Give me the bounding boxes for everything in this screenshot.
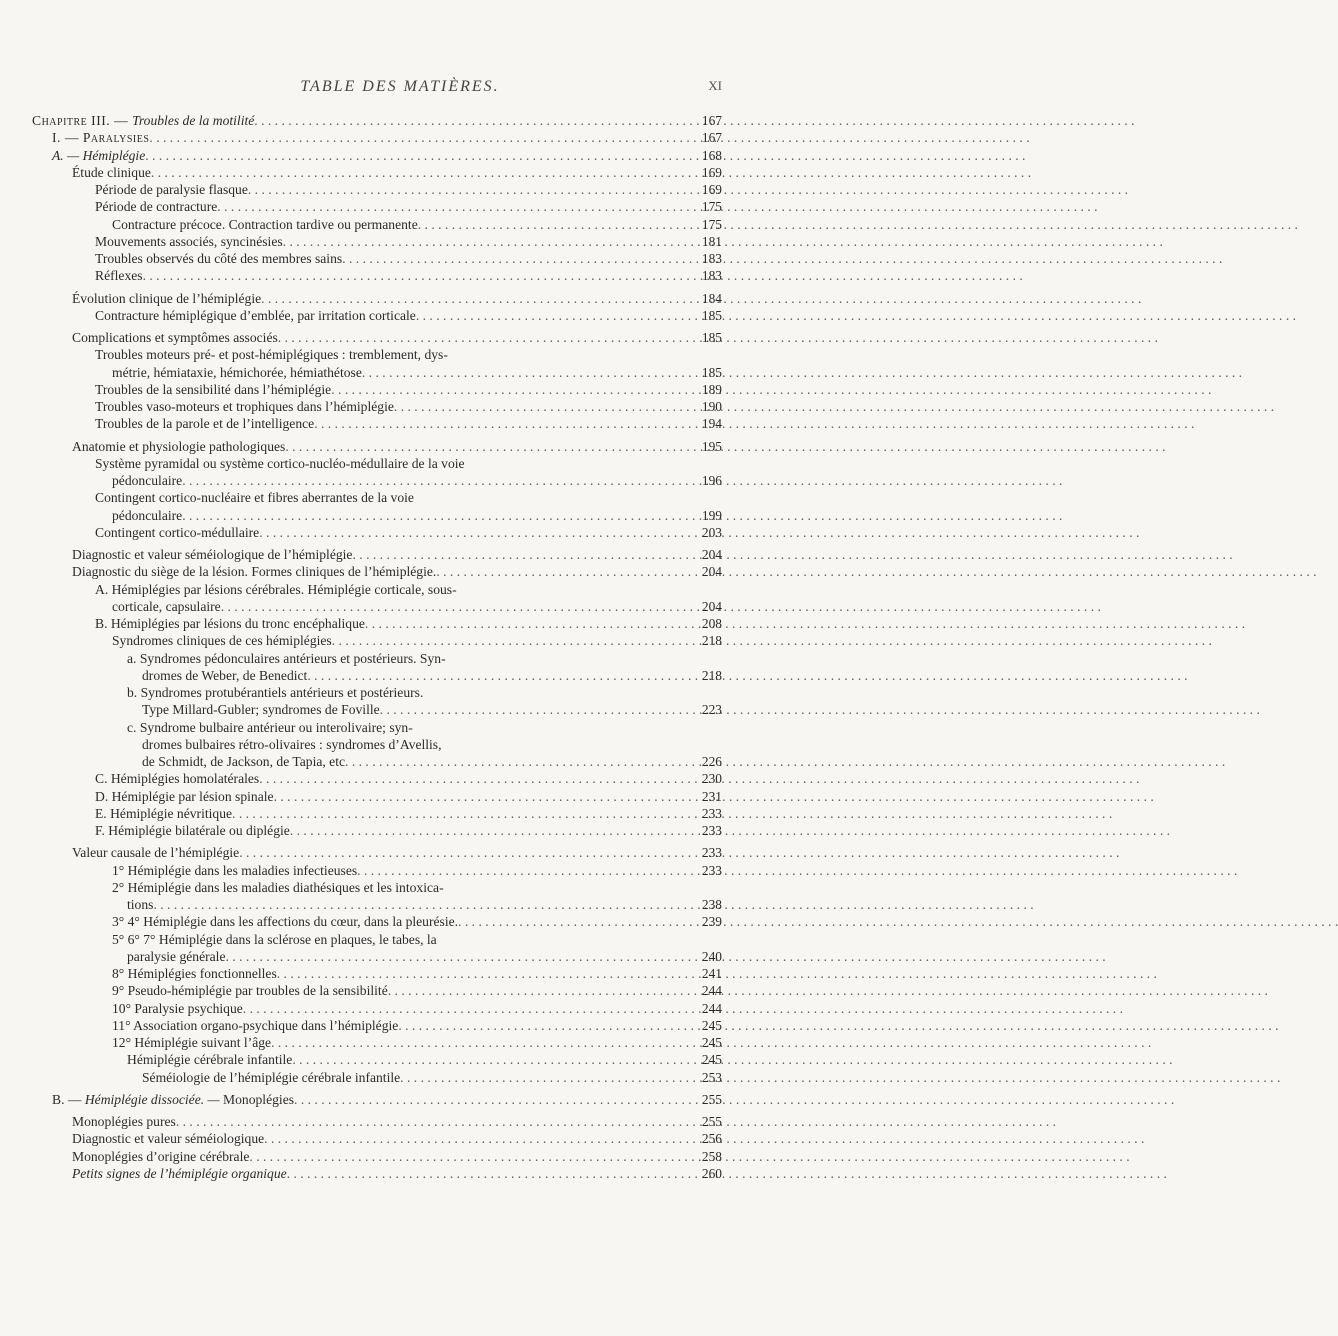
toc-entry xyxy=(32,381,722,398)
toc-entry xyxy=(32,524,722,541)
toc-page-number: 183 xyxy=(701,268,722,284)
toc-entry-label: Petits signes de l’hémiplégie organique xyxy=(72,1165,287,1181)
dot-leader xyxy=(362,364,680,381)
toc-entry xyxy=(32,862,722,879)
toc-page-number: 167 xyxy=(701,113,722,128)
toc-entry xyxy=(32,770,722,787)
toc-entry-label: Complications et symptômes associés xyxy=(72,330,278,345)
toc-entry xyxy=(32,346,722,363)
toc-entry-label: D. Hémiplégie par lésion spinale xyxy=(95,788,274,804)
toc-entry xyxy=(32,164,722,181)
dot-leader xyxy=(283,233,680,250)
toc-entry xyxy=(32,948,722,965)
toc-entry xyxy=(32,455,722,472)
dot-leader xyxy=(342,250,680,267)
toc-page-number: 169 xyxy=(701,164,722,180)
toc-entry xyxy=(32,415,722,432)
toc-entry-label: 3° 4° Hémiplégie dans les affections du cœur, dans la pleurésie. xyxy=(112,914,459,930)
toc-entry xyxy=(32,667,722,684)
dot-leader xyxy=(259,770,680,787)
toc-page-number: 184 xyxy=(701,290,722,306)
toc-entry-label: Diagnostic et valeur séméiologique de l’hémiplégie xyxy=(72,547,353,562)
toc-page-number: 231 xyxy=(701,788,722,804)
toc-entry xyxy=(32,844,722,861)
dot-leader xyxy=(182,507,680,524)
dot-leader xyxy=(274,788,680,805)
toc-entry xyxy=(32,329,722,346)
dot-leader xyxy=(259,524,680,541)
dot-leader xyxy=(331,381,680,398)
toc-entry-label: corticale, capsulaire xyxy=(112,598,221,614)
toc-page-number: 233 xyxy=(701,823,722,838)
toc-entry xyxy=(32,216,722,233)
toc-entry xyxy=(32,290,722,307)
toc-entry-label: 11° Association organo-psychique dans l’hémiplégie xyxy=(112,1017,399,1033)
toc-entry xyxy=(32,598,722,615)
dot-leader xyxy=(248,181,680,198)
toc-entry xyxy=(32,112,722,129)
toc-entry-label: métrie, hémiataxie, hémichorée, hémiathétose xyxy=(112,364,362,380)
toc-page-number: 208 xyxy=(701,616,722,631)
toc-page-number: 194 xyxy=(701,416,722,432)
dot-leader xyxy=(418,216,680,233)
toc-entry-label: Hémiplégie cérébrale infantile xyxy=(127,1052,293,1068)
toc-entry-label: Troubles de la sensibilité dans l’hémiplégie xyxy=(95,381,332,397)
toc-entry-label: 9° Pseudo-hémiplégie par troubles de la sensibilité xyxy=(112,983,388,999)
toc-entry-label: de Schmidt, de Jackson, de Tapia, etc xyxy=(142,754,346,769)
dot-leader xyxy=(232,805,680,822)
dot-leader xyxy=(217,198,680,215)
toc-entry xyxy=(32,1148,722,1165)
dot-leader xyxy=(394,398,680,415)
dot-leader xyxy=(264,1130,680,1147)
toc-entry-label: Évolution clinique de l’hémiplégie xyxy=(72,290,262,306)
toc-entry xyxy=(32,632,722,649)
toc-entry xyxy=(32,879,722,896)
toc-page-number: 181 xyxy=(701,233,722,249)
toc-page-number: 233 xyxy=(701,805,722,821)
toc-page-number: 223 xyxy=(701,702,722,718)
toc-entry xyxy=(32,563,722,580)
toc-page-number: 258 xyxy=(701,1148,722,1164)
toc-entry-label: Contracture précoce. Contraction tardive ou permanente xyxy=(112,216,418,232)
dot-leader xyxy=(145,147,680,164)
toc-entry xyxy=(32,701,722,718)
toc-entry xyxy=(32,1091,722,1108)
toc-page-number: 190 xyxy=(701,399,722,414)
toc-page-number: 245 xyxy=(701,1035,722,1050)
toc-entry-label: Mouvements associés, syncinésies xyxy=(95,233,283,249)
toc-entry-label: a. Syndromes pédonculaires antérieurs et postérieurs. Syn- xyxy=(127,650,446,666)
toc-entry-label: Type Millard-Gubler; syndromes de Foville xyxy=(142,702,380,718)
toc-entry xyxy=(32,982,722,999)
toc-entry xyxy=(32,1051,722,1068)
running-title: TABLE DES MATIÈRES. xyxy=(300,78,500,95)
dot-leader xyxy=(278,329,680,346)
dot-leader xyxy=(365,615,680,632)
toc-page-number: 189 xyxy=(701,381,722,397)
dot-leader xyxy=(143,267,680,284)
toc-entry-label: pédonculaire xyxy=(112,473,183,488)
toc-entry xyxy=(32,931,722,948)
dot-leader xyxy=(176,1113,680,1130)
toc-entry-label: 10° Paralysie psychique xyxy=(112,1000,243,1016)
toc-entry xyxy=(32,581,722,598)
dot-leader xyxy=(287,1165,680,1182)
page-header xyxy=(0,78,800,100)
toc-entry-label: Période de contracture xyxy=(95,199,218,215)
toc-page-number: 244 xyxy=(701,1000,722,1016)
toc-page-number: 183 xyxy=(701,251,722,266)
toc-page-number: 185 xyxy=(701,330,722,345)
toc-entry xyxy=(32,147,722,164)
dot-leader xyxy=(243,1000,680,1017)
toc-entry-label: Période de paralysie flasque xyxy=(95,182,248,197)
toc-entry-label: Diagnostic du siège de la lésion. Formes cliniques de l’hémiplégie. xyxy=(72,564,437,580)
dot-leader xyxy=(294,1091,680,1108)
toc-page-number: 233 xyxy=(701,862,722,878)
toc-entry xyxy=(32,736,722,753)
toc-entry xyxy=(32,250,722,267)
toc-page-number: 238 xyxy=(701,897,722,912)
toc-page-number: 204 xyxy=(701,564,722,580)
toc-entry xyxy=(32,489,722,506)
dot-leader xyxy=(357,862,680,879)
toc-entry-label: paralysie générale xyxy=(127,948,226,964)
toc-entry-label: 8° Hémiplégies fonctionnelles xyxy=(112,966,277,981)
toc-page-number: 230 xyxy=(701,771,722,787)
toc-page-number: 245 xyxy=(701,1052,722,1068)
toc-entry-label: pédonculaire xyxy=(112,507,183,523)
toc-entry-label: A. Hémiplégies par lésions cérébrales. Hémiplégie corticale, sous- xyxy=(95,581,457,597)
dot-leader xyxy=(416,307,680,324)
toc-page-number: 169 xyxy=(701,182,722,197)
toc-entry xyxy=(32,1113,722,1130)
toc-entry xyxy=(32,1069,722,1086)
toc-entry xyxy=(32,233,722,250)
toc-page-number: 239 xyxy=(701,914,722,930)
toc-entry-label: Troubles vaso-moteurs et trophiques dans l’hémiplégie xyxy=(95,399,394,414)
dot-leader xyxy=(277,965,680,982)
toc-page-number: 185 xyxy=(701,307,722,323)
toc-entry-label: B. — Hémiplégie dissociée. — Monoplégies xyxy=(52,1091,295,1107)
toc-entry xyxy=(32,472,722,489)
toc-page-number: 244 xyxy=(701,983,722,999)
toc-page-number: 199 xyxy=(701,507,722,523)
toc-entry-label: Monoplégies pures xyxy=(72,1114,176,1129)
toc-entry xyxy=(32,1034,722,1051)
toc-page-number: 195 xyxy=(701,438,722,454)
toc-entry-label: tions xyxy=(127,897,154,912)
toc-entry xyxy=(32,684,722,701)
toc-entry-label: c. Syndrome bulbaire antérieur ou interolivaire; syn- xyxy=(127,719,413,735)
toc-entry-label: Contracture hémiplégique d’emblée, par irritation corticale xyxy=(95,307,416,323)
dot-leader xyxy=(345,753,680,770)
toc-entry-label: Diagnostic et valeur séméiologique xyxy=(72,1131,265,1147)
toc-page-number: 168 xyxy=(701,147,722,163)
toc-entry xyxy=(32,913,722,930)
dot-leader xyxy=(388,982,680,999)
toc-page-number: 185 xyxy=(701,364,722,380)
toc-entry xyxy=(32,267,722,284)
toc-page-number: 204 xyxy=(701,547,722,562)
toc-entry xyxy=(32,896,722,913)
toc-entry-label: 12° Hémiplégie suivant l’âge xyxy=(112,1035,272,1050)
toc-page-number: 218 xyxy=(701,633,722,649)
toc-page-number: 218 xyxy=(701,667,722,683)
toc-page-number: 255 xyxy=(701,1091,722,1107)
dot-leader xyxy=(151,164,680,181)
toc-entry-label: Valeur causale de l’hémiplégie xyxy=(72,845,240,861)
toc-entry xyxy=(32,965,722,982)
toc-entry xyxy=(32,788,722,805)
toc-entry-label: Troubles moteurs pré- et post-hémiplégiques : tremblement, dys- xyxy=(95,347,448,363)
toc-entry-label: Système pyramidal ou système cortico-nucléo-médullaire de la voie xyxy=(95,455,465,471)
toc-entry xyxy=(32,398,722,415)
toc-page-number: 226 xyxy=(701,754,722,769)
toc-page-number: 245 xyxy=(701,1017,722,1033)
toc-entry-label: b. Syndromes protubérantiels antérieurs et postérieurs. xyxy=(127,685,424,700)
dot-leader xyxy=(332,632,680,649)
toc-page-number: 203 xyxy=(701,524,722,540)
toc-entry-label: Étude clinique xyxy=(72,164,151,180)
toc-entry-label: Syndromes cliniques de ces hémiplégies xyxy=(112,633,332,649)
toc-entry-label: C. Hémiplégies homolatérales xyxy=(95,771,260,787)
toc-entry xyxy=(32,364,722,381)
toc-entry xyxy=(32,307,722,324)
toc-entry-label: B. Hémiplégies par lésions du tronc encéphalique xyxy=(95,616,365,631)
toc-entry-label: Troubles de la parole et de l’intelligence xyxy=(95,416,315,432)
toc-entry xyxy=(32,615,722,632)
toc-entry-label: 5° 6° 7° Hémiplégie dans la sclérose en plaques, le tabes, la xyxy=(112,931,437,947)
toc-entry xyxy=(32,1017,722,1034)
toc-page-number: 260 xyxy=(701,1165,722,1181)
toc-page-number: 253 xyxy=(701,1069,722,1085)
dot-leader xyxy=(292,1051,680,1068)
dot-leader xyxy=(285,438,680,455)
toc-page-number: 233 xyxy=(701,845,722,861)
toc-entry-label: F. Hémiplégie bilatérale ou diplégie xyxy=(95,823,290,838)
dot-leader xyxy=(380,701,680,718)
dot-leader xyxy=(314,415,680,432)
toc-page-number: 255 xyxy=(701,1114,722,1129)
toc-entry-label: Troubles observés du côté des membres sains xyxy=(95,251,343,266)
dot-leader xyxy=(398,1017,680,1034)
dot-leader xyxy=(182,472,680,489)
toc-entry xyxy=(32,507,722,524)
toc-entry xyxy=(32,546,722,563)
toc-entry-label: Contingent cortico-médullaire xyxy=(95,524,260,540)
dot-leader xyxy=(290,822,680,839)
dot-leader xyxy=(254,112,680,129)
dot-leader xyxy=(436,563,680,580)
dot-leader xyxy=(458,913,680,930)
toc-page-number: 204 xyxy=(701,598,722,614)
dot-leader xyxy=(249,1148,680,1165)
folio-number: XI xyxy=(708,78,722,93)
toc-entry-label: 2° Hémiplégie dans les maladies diathésiques et les intoxica- xyxy=(112,879,444,895)
toc-entry-label: dromes bulbaires rétro-olivaires : syndromes d’Avellis, xyxy=(142,736,442,752)
toc-page-number: 240 xyxy=(701,948,722,964)
dot-leader xyxy=(352,546,680,563)
toc-entry-label: 1° Hémiplégie dans les maladies infectieuses xyxy=(112,862,358,878)
toc-entry xyxy=(32,753,722,770)
toc-entry xyxy=(32,650,722,667)
toc-page-number: 175 xyxy=(701,216,722,232)
toc-entry xyxy=(32,1165,722,1182)
dot-leader xyxy=(239,844,680,861)
toc-entry xyxy=(32,198,722,215)
toc-entry xyxy=(32,805,722,822)
toc-entry xyxy=(32,129,722,146)
dot-leader xyxy=(226,948,681,965)
toc-entry xyxy=(32,822,722,839)
toc-entry-label: Séméiologie de l’hémiplégie cérébrale infantile xyxy=(142,1069,401,1085)
toc-entry xyxy=(32,438,722,455)
toc-entry xyxy=(32,719,722,736)
toc-entry-label: dromes de Weber, de Benedict xyxy=(142,667,308,683)
table-of-contents xyxy=(32,112,722,1182)
toc-entry-label: Monoplégies d’origine cérébrale xyxy=(72,1148,250,1164)
toc-entry xyxy=(32,1130,722,1147)
dot-leader xyxy=(400,1069,680,1086)
toc-entry-label: Réflexes xyxy=(95,268,143,284)
dot-leader xyxy=(149,129,680,146)
dot-leader xyxy=(271,1034,680,1051)
dot-leader xyxy=(261,290,680,307)
toc-entry-label: Chapitre III. — Troubles de la motilité xyxy=(32,113,255,128)
toc-entry-label: I. — Paralysies xyxy=(52,130,150,146)
toc-page-number: 196 xyxy=(701,473,722,488)
toc-page-number: 167 xyxy=(701,130,722,146)
toc-entry xyxy=(32,181,722,198)
toc-page-number: 241 xyxy=(701,966,722,981)
toc-entry xyxy=(32,1000,722,1017)
dot-leader xyxy=(221,598,680,615)
toc-entry-label: Anatomie et physiologie pathologiques xyxy=(72,438,286,454)
toc-entry-label: A. — Hémiplégie xyxy=(52,147,146,163)
toc-page-number: 256 xyxy=(701,1131,722,1147)
dot-leader xyxy=(307,667,680,684)
dot-leader xyxy=(153,896,680,913)
toc-entry-label: E. Hémiplégie névritique xyxy=(95,805,233,821)
toc-entry-label: Contingent cortico-nucléaire et fibres aberrantes de la voie xyxy=(95,490,414,506)
toc-page-number: 175 xyxy=(701,199,722,215)
